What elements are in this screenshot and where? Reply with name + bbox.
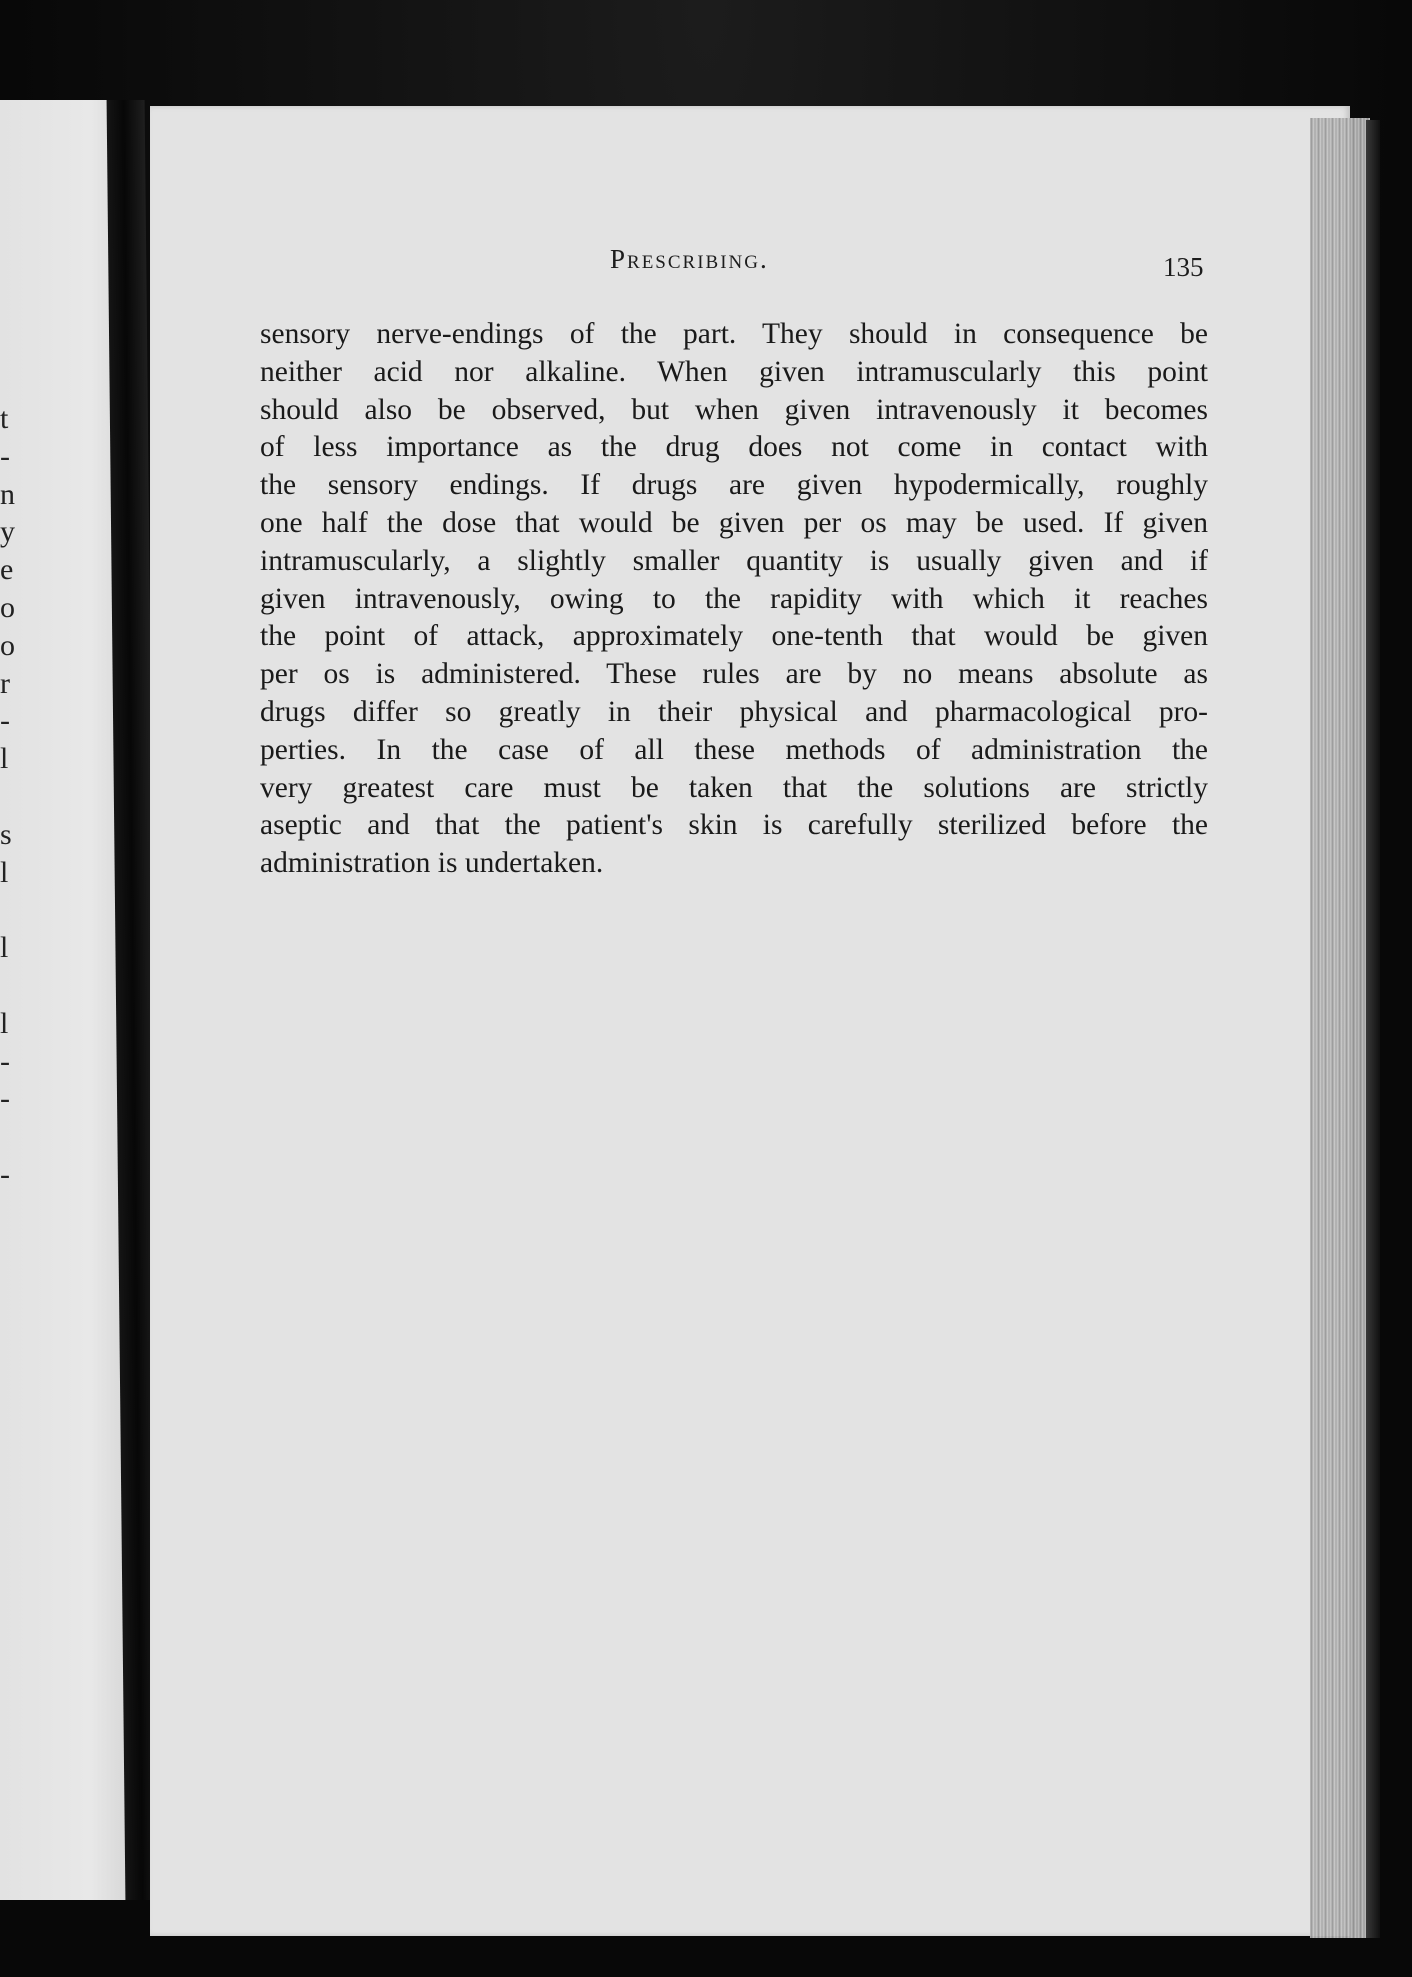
text-line: perties. In the case of all these methods of administration the [260, 733, 1208, 766]
facing-page-margin-text: t - n y e o o r - l s l l l - - - [0, 402, 15, 1191]
text-line: per os is administered. These rules are by no means absolute as [260, 658, 1208, 691]
body-text [260, 316, 1208, 883]
text-line: drugs differ so greatly in their physical and pharmacological pro- [260, 695, 1208, 728]
text-line: the point of attack, approximately one-tenth that would be given [260, 620, 1208, 653]
page-edge-shadow [1366, 120, 1380, 1938]
page-edges [1310, 118, 1370, 1938]
text-line: very greatest care must be taken that the solutions are strictly [260, 771, 1208, 804]
text-line: of less importance as the drug does not come in contact with [260, 431, 1208, 464]
text-line: administration is undertaken. [260, 847, 604, 880]
text-line: intramuscularly, a slightly smaller quantity is usually given and if [260, 544, 1208, 577]
running-head: Prescribing. [610, 244, 769, 274]
text-line: neither acid nor alkaline. When given intramuscularly this point [260, 355, 1208, 388]
text-line: the sensory endings. If drugs are given hypodermically, roughly [260, 469, 1208, 502]
text-line: given intravenously, owing to the rapidity with which it reaches [260, 582, 1208, 615]
text-line: sensory nerve-endings of the part. They should in consequence be [260, 318, 1208, 350]
text-line: one half the dose that would be given per os may be used. If given [260, 506, 1208, 539]
text-line: aseptic and that the patient's skin is carefully sterilized before the [260, 809, 1208, 842]
page-number: 135 [1163, 252, 1204, 282]
text-line: should also be observed, but when given intravenously it becomes [260, 393, 1208, 426]
